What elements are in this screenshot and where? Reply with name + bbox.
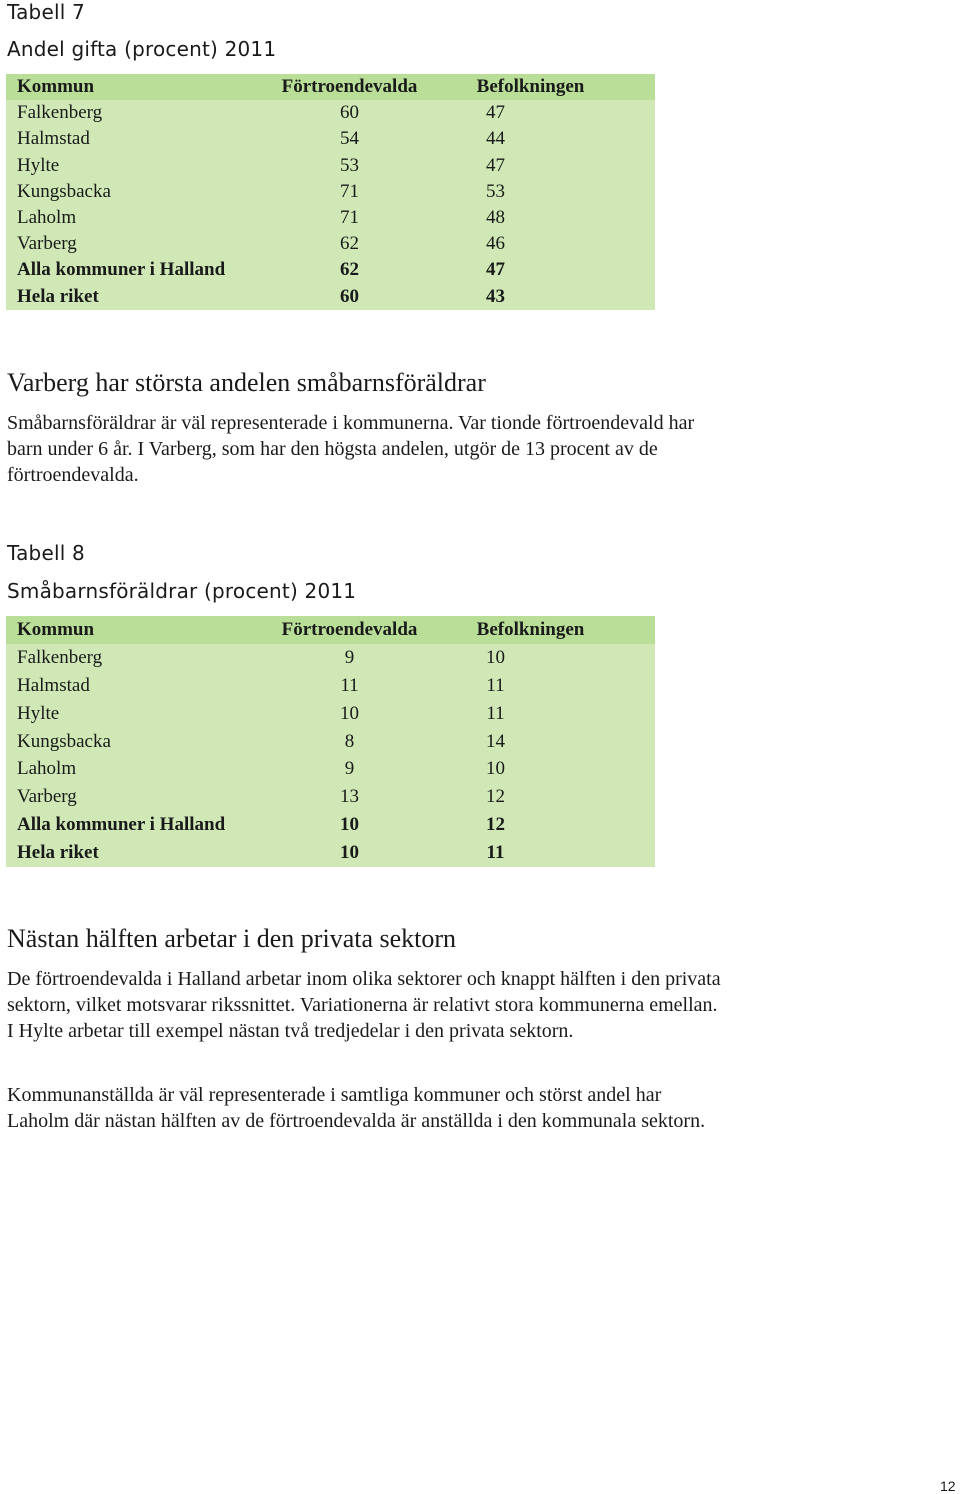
- table7-header-row: [6, 74, 655, 100]
- table7-cell-befolkningen: 44: [486, 128, 505, 150]
- table8-row: [6, 755, 655, 783]
- table7-cell-kommun: Alla kommuner i Halland: [17, 259, 226, 281]
- table7-row: [6, 153, 655, 179]
- table7-cell-befolkningen: 46: [486, 233, 505, 255]
- table7-cell-kommun: Varberg: [17, 233, 77, 255]
- table8-cell-kommun: Kungsbacka: [17, 730, 111, 752]
- table8-row: [6, 644, 655, 672]
- table8-cell-fortroendevalda: 8: [344, 730, 355, 752]
- section2-heading: Nästan hälften arbetar i den privata sektorn: [7, 924, 457, 953]
- section1-paragraph: Småbarnsföräldrar är väl representerade i kommunerna. Var tionde förtroendevald har barn under 6 år. I Varberg, som har den högsta andelen, utgör de 13 procent av de förtroendevalda.: [7, 412, 695, 486]
- table8-cell-befolkningen: 11: [486, 702, 505, 724]
- table8-cell-fortroendevalda: 10: [340, 702, 359, 724]
- table7-row: [6, 257, 655, 283]
- table7-row: [6, 126, 655, 152]
- table7-cell-fortroendevalda: 62: [340, 259, 359, 281]
- table8-cell-kommun: Hela riket: [17, 842, 99, 864]
- table7-cell-befolkningen: 47: [486, 102, 505, 124]
- table7-cell-kommun: Hylte: [17, 154, 60, 176]
- table7-cell-fortroendevalda: 60: [340, 285, 359, 307]
- table7-row: [6, 231, 655, 257]
- table7-cell-kommun: Laholm: [17, 207, 77, 229]
- table7-caption: Tabell 7: [7, 0, 85, 24]
- table7-cell-fortroendevalda: 62: [340, 233, 359, 255]
- table7: [6, 74, 655, 310]
- table7-cell-befolkningen: 43: [486, 285, 505, 307]
- table8-cell-kommun: Falkenberg: [17, 646, 103, 668]
- table7-header-fortroendevalda: Förtroendevalda: [281, 76, 418, 98]
- table8-cell-befolkningen: 14: [486, 730, 505, 752]
- table7-cell-kommun: Kungsbacka: [17, 180, 111, 202]
- table8-cell-kommun: Hylte: [17, 702, 60, 724]
- table7-cell-kommun: Hela riket: [17, 285, 99, 307]
- table8-cell-befolkningen: 12: [486, 814, 505, 836]
- table7-row: [6, 100, 655, 126]
- table8-row: [6, 811, 655, 839]
- section1-heading: Varberg har största andelen småbarnsföräldrar: [7, 368, 486, 397]
- table7-cell-befolkningen: 47: [486, 259, 505, 281]
- table8-caption: Tabell 8: [7, 541, 85, 565]
- page-number: 12: [940, 1478, 956, 1494]
- table7-cell-fortroendevalda: 71: [340, 207, 359, 229]
- table7-cell-fortroendevalda: 53: [340, 154, 359, 176]
- table7-header-kommun: Kommun: [17, 76, 95, 98]
- table8-row: [6, 728, 655, 756]
- table8-cell-befolkningen: 11: [486, 674, 505, 696]
- table7-title: Andel gifta (procent) 2011: [7, 37, 277, 61]
- table8-cell-kommun: Halmstad: [17, 674, 90, 696]
- section2-paragraph-2: Kommunanställda är väl representerade i samtliga kommuner och störst andel har Laholm där nästan hälften av de förtroendevalda är anställda i den kommunala sektorn.: [7, 1084, 706, 1132]
- table7-cell-fortroendevalda: 54: [340, 128, 359, 150]
- table7-cell-befolkningen: 48: [486, 207, 505, 229]
- table8-row: [6, 700, 655, 728]
- table7-row: [6, 284, 655, 310]
- table7-cell-befolkningen: 47: [486, 154, 505, 176]
- table7-cell-kommun: Falkenberg: [17, 102, 103, 124]
- table8-cell-fortroendevalda: 11: [340, 674, 359, 696]
- table7-cell-fortroendevalda: 60: [340, 102, 359, 124]
- table8-cell-kommun: Laholm: [17, 758, 77, 780]
- table8-cell-befolkningen: 10: [486, 758, 505, 780]
- table8-cell-befolkningen: 11: [486, 842, 505, 864]
- table8: [6, 616, 655, 867]
- table8-row: [6, 672, 655, 700]
- table8-cell-fortroendevalda: 9: [344, 646, 355, 668]
- table8-cell-kommun: Alla kommuner i Halland: [17, 814, 226, 836]
- table8-cell-fortroendevalda: 10: [340, 814, 359, 836]
- table8-row: [6, 783, 655, 811]
- table7-cell-kommun: Halmstad: [17, 128, 90, 150]
- table8-title: Småbarnsföräldrar (procent) 2011: [7, 579, 357, 603]
- table8-cell-kommun: Varberg: [17, 786, 77, 808]
- table8-header-fortroendevalda: Förtroendevalda: [281, 618, 418, 640]
- table8-cell-fortroendevalda: 9: [344, 758, 355, 780]
- table8-cell-befolkningen: 10: [486, 646, 505, 668]
- table7-header-befolkningen: Befolkningen: [476, 76, 585, 98]
- table8-header-befolkningen: Befolkningen: [476, 618, 585, 640]
- table7-cell-befolkningen: 53: [486, 180, 505, 202]
- table7-cell-fortroendevalda: 71: [340, 180, 359, 202]
- table7-row: [6, 179, 655, 205]
- table8-header-row: [6, 616, 655, 644]
- table8-cell-fortroendevalda: 13: [340, 786, 359, 808]
- table8-row: [6, 839, 655, 867]
- table7-row: [6, 205, 655, 231]
- table8-cell-fortroendevalda: 10: [340, 842, 359, 864]
- table8-cell-befolkningen: 12: [486, 786, 505, 808]
- section2-paragraph-1: De förtroendevalda i Halland arbetar inom olika sektorer och knappt hälften i den privata sektorn, vilket motsvarar rikssnittet. Variationerna är relativt stora kommunerna emellan. I Hylte arbetar till exempel nästan två tredjedelar i den privata sektorn.: [7, 968, 721, 1042]
- table8-header-kommun: Kommun: [17, 618, 95, 640]
